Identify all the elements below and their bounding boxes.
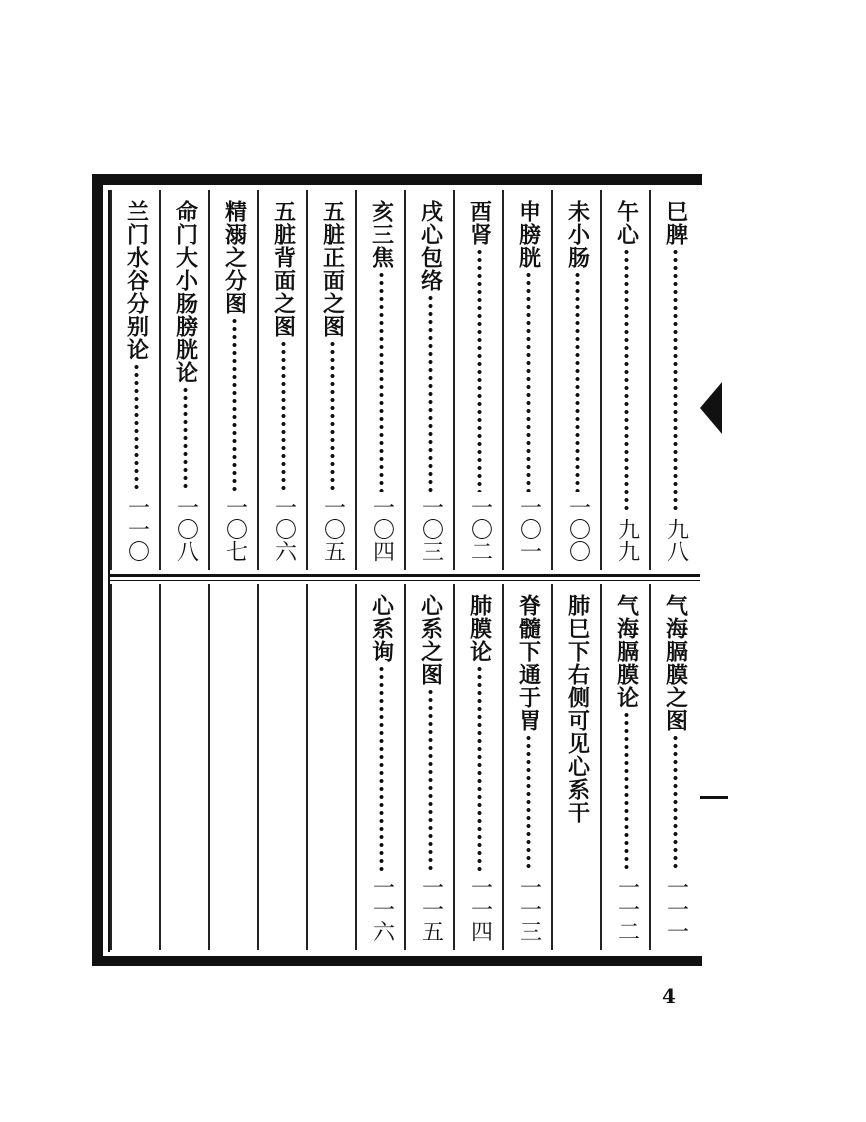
dot-leader [281,340,286,492]
page-number: 4 [662,984,676,1008]
toc-entry-page: 一一二 [614,876,640,942]
middle-divider [108,574,700,577]
toc-entry[interactable] [455,200,504,562]
toc-entry-title: 未小肠 [564,200,591,269]
toc-entry-title: 命门大小肠膀胱论 [172,200,199,384]
toc-entry-title: 申膀胱 [515,200,542,269]
dot-leader [673,734,678,872]
dot-leader [183,386,188,492]
toc-entry-page: 一〇二 [467,496,493,562]
toc-entry-title: 戌心包络 [417,200,444,292]
toc-entry-page: 一一一 [663,876,689,942]
toc-entry-title: 兰门水谷分别论 [123,200,150,361]
dot-leader [526,734,531,872]
toc-entry-page: 一〇八 [173,496,199,562]
toc-entry-page: 九九 [614,518,640,562]
toc-entry-page: 一〇一 [516,496,542,562]
dot-leader [477,665,482,872]
toc-entry[interactable] [651,200,700,562]
dot-leader [575,271,580,492]
toc-entry-title: 亥三焦 [368,200,395,269]
toc-entry-title: 五脏背面之图 [270,200,297,338]
dot-leader [624,711,629,872]
toc-entry-page: 一一六 [369,876,395,942]
dot-leader [428,294,433,492]
dot-leader [330,340,335,492]
toc-entry[interactable] [602,200,651,562]
toc-entry-title: 心系之图 [417,594,444,686]
toc-entry-title: 肺膜论 [466,594,493,663]
toc-entry[interactable] [259,200,308,562]
column-rule [306,584,308,950]
toc-entry[interactable] [210,200,259,562]
dot-leader [624,248,629,514]
toc-entry[interactable] [504,594,553,942]
toc-entry[interactable] [553,200,602,562]
toc-entry[interactable] [553,594,602,942]
dot-leader [134,363,139,492]
toc-entry-title: 气海膈膜之图 [662,594,689,732]
toc-entry-title: 肺巳下右侧可见心系干 [564,594,591,824]
toc-entry-page: 一〇七 [222,496,248,562]
toc-entry-page: 一〇五 [320,496,346,562]
toc-entry[interactable] [112,200,161,562]
toc-entry-title: 午心 [613,200,640,246]
toc-entry[interactable] [406,594,455,942]
toc-entry[interactable] [651,594,700,942]
toc-entry[interactable] [357,200,406,562]
toc-entry-title: 脊髓下通于胃 [515,594,542,732]
toc-entry[interactable] [406,200,455,562]
toc-entry-title: 精溺之分图 [221,200,248,315]
thumb-tab-line [700,796,728,799]
dot-leader [232,317,237,492]
dot-leader [379,665,384,872]
toc-entry[interactable] [504,200,553,562]
toc-entry[interactable] [357,594,406,942]
toc-entry-title: 巳脾 [662,200,689,246]
toc-entry[interactable] [161,200,210,562]
dot-leader [477,248,482,492]
toc-entry[interactable] [602,594,651,942]
frame-left-border [92,174,103,966]
column-rule [208,584,210,950]
toc-entry-page: 一一〇 [124,496,150,562]
toc-entry-page: 一一五 [418,876,444,942]
toc-entry-page: 一〇〇 [565,496,591,562]
frame-top-border [92,174,702,185]
column-rule [110,584,112,950]
toc-entry[interactable] [455,594,504,942]
dot-leader [379,271,384,492]
column-rule [257,584,259,950]
frame-bottom-border [92,956,702,966]
toc-entry-title: 酉肾 [466,200,493,246]
dot-leader [673,248,678,514]
toc-entry-page: 一〇三 [418,496,444,562]
middle-divider-thin [108,580,700,581]
dot-leader [526,271,531,492]
toc-entry-title: 五脏正面之图 [319,200,346,338]
thumb-tab-mark [700,382,722,434]
toc-entry-page: 九八 [663,518,689,562]
toc-entry-title: 心系询 [368,594,395,663]
toc-entry-page: 一一四 [467,876,493,942]
dot-leader [428,688,433,872]
toc-entry-page: 一〇四 [369,496,395,562]
toc-entry-title: 气海膈膜论 [613,594,640,709]
toc-entry[interactable] [308,200,357,562]
toc-entry-page: 一〇六 [271,496,297,562]
toc-entry-page: 一一三 [516,876,542,942]
column-rule [159,584,161,950]
